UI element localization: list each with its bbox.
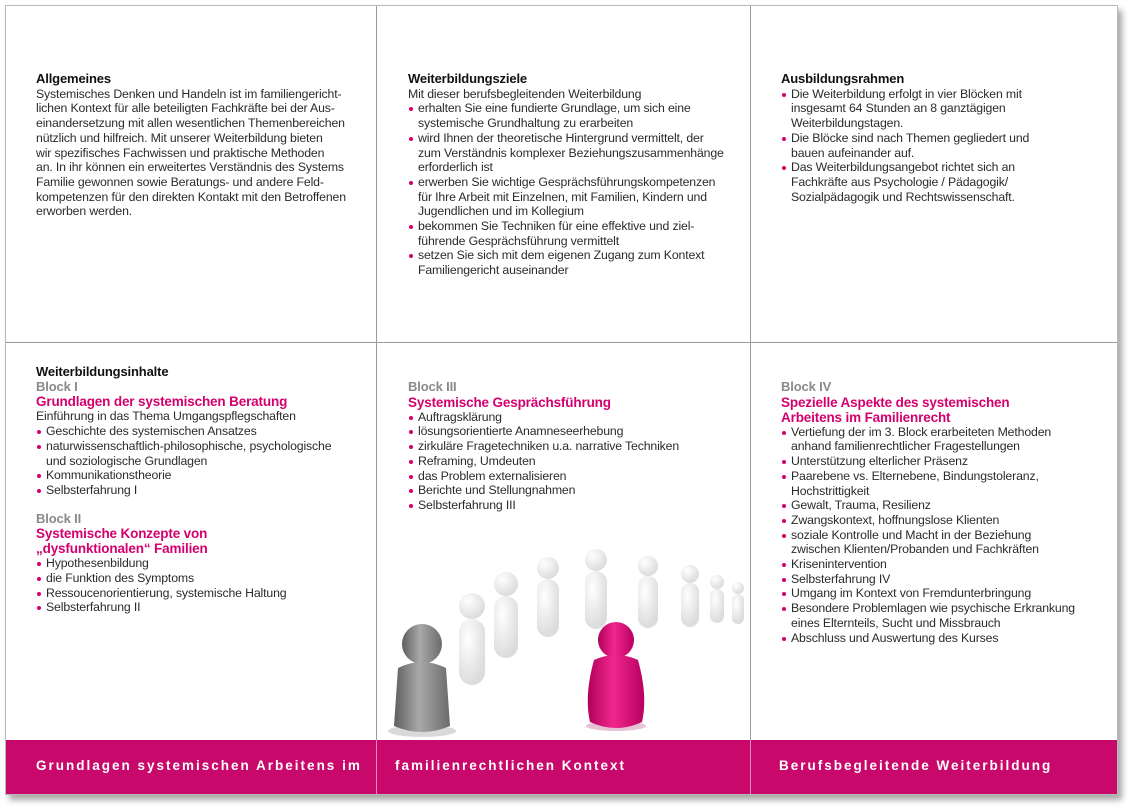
item-line: Auftragsklärung bbox=[418, 409, 502, 424]
item-line: Das Weiterbildungsangebot richtet sich an bbox=[791, 160, 1015, 175]
list-item bbox=[408, 498, 743, 513]
panel-block-4 bbox=[781, 380, 1111, 645]
allgemeines-heading: Allgemeines bbox=[36, 71, 111, 86]
list-item bbox=[781, 498, 1111, 513]
block-3-title: Systemische Gesprächsführung bbox=[408, 394, 611, 410]
item-line: Weiterbildungstagen. bbox=[791, 116, 904, 131]
brochure-sheet bbox=[5, 5, 1118, 795]
item-line: Selbsterfahrung II bbox=[46, 600, 141, 615]
item-line: naturwissenschaftlich-philosophische, psychologische bbox=[46, 438, 332, 453]
footer-band bbox=[6, 740, 1117, 795]
list-item bbox=[36, 468, 371, 483]
block-3-list bbox=[408, 410, 743, 513]
ziele-list bbox=[408, 101, 743, 277]
list-item bbox=[408, 424, 743, 439]
list-item bbox=[781, 572, 1111, 587]
item-line: bauen aufeinander auf. bbox=[791, 145, 915, 160]
list-item bbox=[781, 454, 1111, 469]
block-4-title bbox=[781, 395, 1111, 425]
list-item bbox=[781, 528, 1111, 557]
list-item bbox=[781, 631, 1111, 646]
item-line: bekommen Sie Techniken für eine effektive und ziel- bbox=[418, 219, 695, 234]
item-line: erforderlich ist bbox=[418, 160, 493, 175]
item-line: Sozialpädagogik und Rechtswissenschaft. bbox=[791, 189, 1015, 204]
item-line: lösungsorientierte Anamneseerhebung bbox=[418, 424, 624, 439]
list-item bbox=[408, 219, 743, 248]
block-3-label: Block III bbox=[408, 379, 457, 394]
item-line: Selbsterfahrung I bbox=[46, 482, 138, 497]
list-item bbox=[781, 513, 1111, 528]
rahmen-list bbox=[781, 87, 1111, 205]
panel-block-3 bbox=[408, 380, 743, 513]
list-item bbox=[408, 248, 743, 277]
block-1-title: Grundlagen der systemischen Beratung bbox=[36, 394, 288, 410]
list-item bbox=[781, 425, 1111, 454]
item-line: Kommunikationstheorie bbox=[46, 468, 172, 483]
list-item bbox=[408, 175, 743, 219]
item-line: Gewalt, Trauma, Resilienz bbox=[791, 498, 931, 513]
text-line: erworben werden. bbox=[36, 204, 133, 219]
item-line: Umgang im Kontext von Fremdunterbringung bbox=[791, 586, 1032, 601]
item-line: Krisenintervention bbox=[791, 557, 887, 572]
footer-title-left: Grundlagen systemischen Arbeitens im bbox=[36, 758, 362, 773]
item-line: anhand familienrechtlicher Fragestellungen bbox=[791, 439, 1020, 454]
item-line: systemische Grundhaltung zu erarbeiten bbox=[418, 116, 634, 131]
rahmen-heading: Ausbildungsrahmen bbox=[781, 71, 905, 86]
inhalte-heading: Weiterbildungsinhalte bbox=[36, 364, 169, 379]
text-line: Familie gewonnen sowie Beratungs- und andere Feld- bbox=[36, 174, 324, 189]
item-line: Unterstützung elterlicher Präsenz bbox=[791, 454, 968, 469]
panel-ausbildungsrahmen bbox=[781, 72, 1111, 204]
item-line: das Problem externalisieren bbox=[418, 468, 567, 483]
item-line: Selbsterfahrung III bbox=[418, 497, 516, 512]
item-line: Paarebene vs. Elternebene, Bindungstoleranz, bbox=[791, 468, 1039, 483]
item-line: Jugendlichen und im Kollegium bbox=[418, 204, 584, 219]
title-line: Arbeitens im Familienrecht bbox=[781, 409, 951, 425]
item-line: insgesamt 64 Stunden an 8 ganztägigen bbox=[791, 101, 1006, 116]
title-line: „dysfunktionalen“ Familien bbox=[36, 541, 208, 557]
text-line: nützlich und hilfreich. Mit unserer Weiterbildung bieten bbox=[36, 130, 323, 145]
item-line: soziale Kontrolle und Macht in der Beziehung bbox=[791, 527, 1032, 542]
list-item bbox=[781, 557, 1111, 572]
block-4-label: Block IV bbox=[781, 379, 832, 394]
item-line: eines Elternteils, Sucht und Missbrauch bbox=[791, 615, 1001, 630]
list-item bbox=[408, 101, 743, 130]
item-line: Die Blöcke sind nach Themen gegliedert und bbox=[791, 130, 1030, 145]
block-2-label: Block II bbox=[36, 510, 82, 526]
item-line: Die Weiterbildung erfolgt in vier Blöcken mit bbox=[791, 86, 1022, 101]
footer-subtitle-right: Berufsbegleitende Weiterbildung bbox=[779, 758, 1053, 773]
item-line: Familiengericht auseinander bbox=[418, 263, 569, 278]
item-line: Hypothesenbildung bbox=[46, 556, 149, 571]
list-item bbox=[408, 483, 743, 498]
list-item bbox=[36, 600, 371, 615]
item-line: Abschluss und Auswertung des Kurses bbox=[791, 630, 999, 645]
item-line: Ressoucenorientierung, systemische Haltung bbox=[46, 585, 287, 600]
block-1-list bbox=[36, 424, 371, 498]
list-item bbox=[36, 439, 371, 468]
text-line: einandersetzung mit allen wesentlichen Themenbereichen bbox=[36, 116, 345, 131]
list-item bbox=[36, 556, 371, 571]
block-1-intro: Einführung in das Thema Umgangspflegschaften bbox=[36, 409, 296, 424]
list-item bbox=[781, 87, 1111, 131]
text-line: lichen Kontext für alle beteiligten Fachkräfte bei der Aus- bbox=[36, 101, 335, 116]
item-line: Vertiefung der im 3. Block erarbeiteten Methoden bbox=[791, 424, 1052, 439]
item-line: die Funktion des Symptoms bbox=[46, 571, 194, 586]
item-line: Geschichte des systemischen Ansatzes bbox=[46, 424, 257, 439]
item-line: Hochstrittigkeit bbox=[791, 483, 870, 498]
panel-weiterbildungsziele bbox=[408, 72, 743, 278]
item-line: und soziologische Grundlagen bbox=[46, 453, 208, 468]
list-item bbox=[781, 131, 1111, 160]
text-line: an. In ihr können ein erweitertes Verständnis des Systems bbox=[36, 160, 344, 175]
list-item bbox=[408, 454, 743, 469]
list-item bbox=[36, 571, 371, 586]
ziele-intro: Mit dieser berufsbegleitenden Weiterbildung bbox=[408, 86, 642, 101]
panel-allgemeines bbox=[36, 72, 366, 219]
item-line: führende Gesprächsführung vermittelt bbox=[418, 233, 620, 248]
item-line: Zwangskontext, hoffnungslose Klienten bbox=[791, 512, 1000, 527]
item-line: zwischen Klienten/Probanden und Fachkräften bbox=[791, 542, 1039, 557]
item-line: zirkuläre Fragetechniken u.a. narrative Techniken bbox=[418, 439, 680, 454]
item-line: Fachkräfte aus Psychologie / Pädagogik/ bbox=[791, 174, 1008, 189]
item-line: Selbsterfahrung IV bbox=[791, 571, 891, 586]
item-line: erhalten Sie eine fundierte Grundlage, um sich eine bbox=[418, 101, 691, 116]
item-line: erwerben Sie wichtige Gesprächsführungskompetenzen bbox=[418, 174, 716, 189]
footer-fold-left bbox=[376, 740, 377, 795]
block-4-list bbox=[781, 425, 1111, 646]
fold-line-horizontal bbox=[6, 342, 1117, 343]
title-line: Spezielle Aspekte des systemischen bbox=[781, 394, 1010, 410]
list-item bbox=[781, 469, 1111, 498]
wooden-figures-image bbox=[376, 546, 746, 740]
fold-line-right bbox=[750, 6, 751, 794]
footer-fold-right bbox=[750, 740, 751, 795]
list-item bbox=[781, 586, 1111, 601]
allgemeines-text bbox=[36, 87, 366, 219]
block-1-label: Block I bbox=[36, 378, 78, 394]
list-item bbox=[781, 160, 1111, 204]
text-line: Systemisches Denken und Handeln ist im familiengericht- bbox=[36, 86, 342, 101]
item-line: wird Ihnen der theoretische Hintergrund vermittelt, der bbox=[418, 130, 704, 145]
item-line: Besondere Problemlagen wie psychische Erkrankung bbox=[791, 601, 1075, 616]
block-2-list bbox=[36, 556, 371, 615]
item-line: Reframing, Umdeuten bbox=[418, 453, 536, 468]
text-line: kompetenzen für den direkten Kontakt mit den Betroffenen bbox=[36, 189, 346, 204]
list-item bbox=[36, 483, 371, 498]
block-2-title bbox=[36, 526, 371, 556]
item-line: zum Verständnis komplexer Beziehungszusammenhänge bbox=[418, 145, 724, 160]
list-item bbox=[408, 469, 743, 484]
footer-title-center: familienrechtlichen Kontext bbox=[395, 758, 627, 773]
panel-weiterbildungsinhalte bbox=[36, 365, 371, 615]
item-line: für Ihre Arbeit mit Einzelnen, mit Familien, Kindern und bbox=[418, 189, 707, 204]
text-line: wir spezifisches Fachwissen und praktische Methoden bbox=[36, 145, 325, 160]
list-item bbox=[408, 410, 743, 425]
list-item bbox=[36, 586, 371, 601]
item-line: setzen Sie sich mit dem eigenen Zugang zum Kontext bbox=[418, 248, 705, 263]
title-line: Systemische Konzepte von bbox=[36, 526, 208, 542]
item-line: Berichte und Stellungnahmen bbox=[418, 483, 576, 498]
list-item bbox=[408, 131, 743, 175]
list-item bbox=[781, 601, 1111, 630]
list-item bbox=[36, 424, 371, 439]
list-item bbox=[408, 439, 743, 454]
ziele-heading: Weiterbildungsziele bbox=[408, 71, 527, 86]
